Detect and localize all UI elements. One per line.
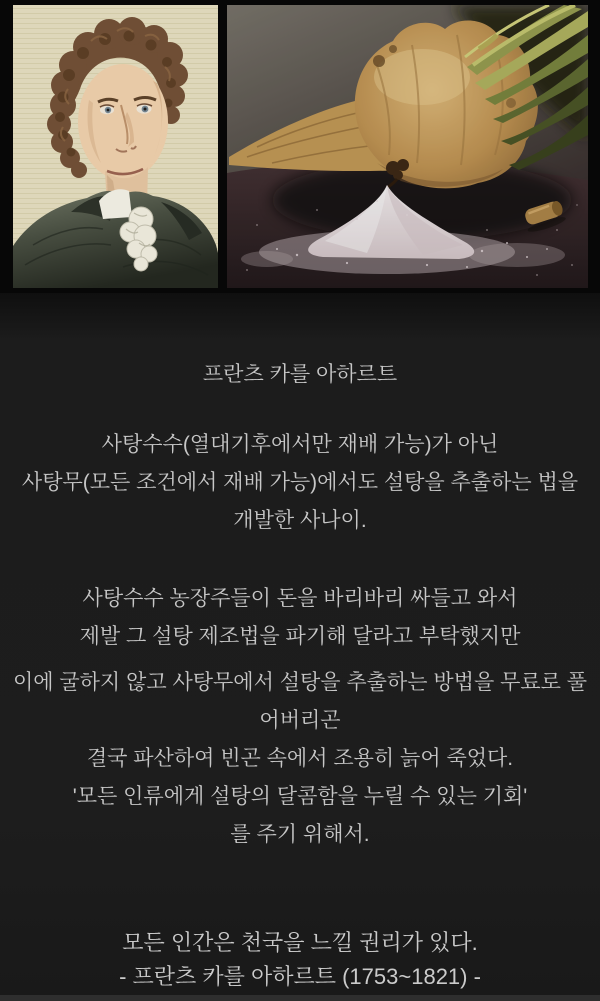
paragraph-3 bbox=[0, 664, 600, 854]
sugar-beet-illustration bbox=[227, 5, 588, 288]
paragraph-line: 를 주기 위해서. bbox=[230, 823, 370, 846]
person-name-title bbox=[0, 356, 600, 394]
bottom-edge-bar bbox=[0, 995, 600, 1001]
paragraph-line: 제발 그 설탕 제조법을 파기해 달라고 부탁했지만 bbox=[79, 625, 521, 648]
portrait-photo bbox=[13, 5, 218, 288]
photo-collage bbox=[0, 0, 600, 293]
paragraph-line: 어버리곤 bbox=[259, 709, 341, 732]
paragraph-line: 사탕수수(열대기후에서만 재배 가능)가 아닌 bbox=[101, 433, 499, 456]
paragraph-line: 사탕무(모든 조건에서 재배 가능)에서도 설탕을 추출하는 법을 bbox=[21, 471, 579, 494]
quote-footer bbox=[0, 926, 600, 994]
paragraph-line: 결국 파산하여 빈곤 속에서 조용히 늙어 죽었다. bbox=[86, 747, 514, 770]
portrait-illustration bbox=[13, 5, 218, 288]
paragraph-line: 개발한 사나이. bbox=[233, 509, 367, 532]
attribution-line: - 프란츠 카를 아하르트 (1753~1821) - bbox=[119, 964, 481, 989]
paragraph-1 bbox=[0, 426, 600, 540]
title-line: 프란츠 카를 아하르트 bbox=[202, 363, 398, 386]
paragraph-2 bbox=[0, 580, 600, 656]
paragraph-line: '모든 인류에게 설탕의 달콤함을 누릴 수 있는 기회' bbox=[72, 785, 528, 808]
sugar-beet-photo bbox=[227, 5, 588, 288]
quote-line: 모든 인간은 천국을 느낄 권리가 있다. bbox=[122, 930, 478, 955]
paragraph-line: 사탕수수 농장주들이 돈을 바리바리 싸들고 와서 bbox=[82, 587, 518, 610]
paragraph-line: 이에 굴하지 않고 사탕무에서 설탕을 추출하는 방법을 무료로 풀 bbox=[12, 671, 588, 694]
